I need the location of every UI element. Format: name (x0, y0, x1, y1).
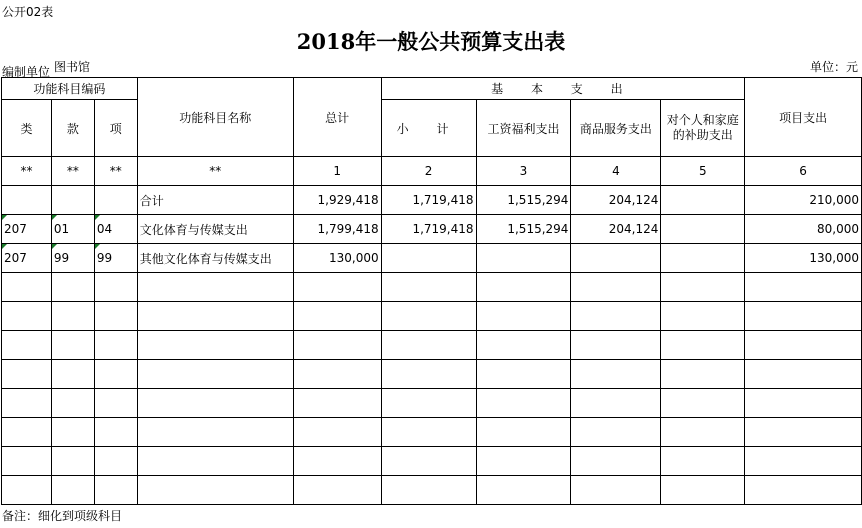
empty-cell[interactable] (51, 418, 94, 447)
empty-cell[interactable] (745, 418, 862, 447)
header-salary: 工资福利支出 (476, 100, 571, 157)
cell-lei[interactable]: 207 (2, 215, 52, 244)
cell-subsidy[interactable] (661, 215, 745, 244)
cell-xiang[interactable]: 99 (94, 244, 137, 273)
empty-cell[interactable] (51, 331, 94, 360)
empty-cell[interactable] (661, 476, 745, 505)
cell-name[interactable]: 文化体育与传媒支出 (137, 215, 293, 244)
empty-cell[interactable] (745, 476, 862, 505)
empty-cell[interactable] (2, 302, 52, 331)
empty-cell[interactable] (571, 302, 661, 331)
cell-salary[interactable] (476, 244, 571, 273)
table-row (2, 244, 862, 273)
empty-cell[interactable] (745, 447, 862, 476)
empty-cell[interactable] (137, 360, 293, 389)
empty-cell[interactable] (476, 447, 571, 476)
empty-cell[interactable] (2, 273, 52, 302)
cell-subtotal[interactable] (381, 244, 476, 273)
unit-label: 编制单位 (2, 65, 51, 79)
header-subsidy: 对个人和家庭的补助支出 (661, 100, 745, 157)
empty-cell[interactable] (571, 418, 661, 447)
empty-cell[interactable] (137, 418, 293, 447)
header-basic-label: 基 本 支 出 (491, 82, 635, 96)
cell-total[interactable]: 1,799,418 (293, 215, 381, 244)
cell-subsidy[interactable] (661, 244, 745, 273)
empty-cell[interactable] (571, 360, 661, 389)
header-func-code: 功能科目编码 (2, 78, 138, 100)
unit-value: 图书馆 (54, 60, 91, 74)
index-cell: 5 (661, 157, 745, 186)
header-total: 总计 (293, 78, 381, 157)
index-cell: 4 (571, 157, 661, 186)
empty-cell[interactable] (571, 476, 661, 505)
empty-cell[interactable] (381, 418, 476, 447)
table-row (2, 186, 862, 215)
empty-cell[interactable] (51, 302, 94, 331)
empty-cell[interactable] (476, 273, 571, 302)
cell-subsidy[interactable] (661, 186, 745, 215)
index-cell: ** (2, 157, 52, 186)
index-cell: 6 (745, 157, 862, 186)
empty-cell[interactable] (381, 273, 476, 302)
empty-row (2, 447, 862, 476)
cell-project[interactable]: 210,000 (745, 186, 862, 215)
empty-cell[interactable] (51, 389, 94, 418)
header-kuan: 款 (51, 100, 94, 157)
cell-kuan[interactable]: 99 (51, 244, 94, 273)
empty-cell[interactable] (745, 389, 862, 418)
currency-label: 单位：元 (809, 60, 858, 74)
empty-cell[interactable] (94, 389, 137, 418)
empty-cell[interactable] (2, 447, 52, 476)
empty-row (2, 418, 862, 447)
header-goods: 商品服务支出 (571, 100, 661, 157)
cell-lei[interactable] (2, 186, 52, 215)
empty-cell[interactable] (381, 331, 476, 360)
header-basic (381, 78, 745, 100)
index-cell: ** (94, 157, 137, 186)
empty-cell[interactable] (137, 331, 293, 360)
empty-cell[interactable] (2, 360, 52, 389)
empty-cell[interactable] (2, 476, 52, 505)
empty-cell[interactable] (137, 447, 293, 476)
empty-cell[interactable] (293, 273, 381, 302)
cell-xiang[interactable]: 04 (94, 215, 137, 244)
empty-cell[interactable] (661, 418, 745, 447)
empty-cell[interactable] (381, 447, 476, 476)
empty-row (2, 360, 862, 389)
empty-cell[interactable] (2, 418, 52, 447)
cell-total[interactable]: 130,000 (293, 244, 381, 273)
empty-cell[interactable] (381, 476, 476, 505)
empty-row (2, 476, 862, 505)
empty-cell[interactable] (293, 476, 381, 505)
empty-cell[interactable] (571, 331, 661, 360)
empty-cell[interactable] (293, 389, 381, 418)
cell-lei[interactable]: 207 (2, 244, 52, 273)
empty-cell[interactable] (571, 447, 661, 476)
empty-cell[interactable] (137, 302, 293, 331)
cell-goods[interactable]: 204,124 (571, 215, 661, 244)
cell-subtotal[interactable]: 1,719,418 (381, 215, 476, 244)
empty-cell[interactable] (137, 389, 293, 418)
header-subtotal (381, 100, 476, 157)
empty-cell[interactable] (2, 389, 52, 418)
header-project: 项目支出 (745, 78, 862, 157)
cell-project[interactable]: 80,000 (745, 215, 862, 244)
index-cell: 2 (381, 157, 476, 186)
cell-project[interactable]: 130,000 (745, 244, 862, 273)
cell-xiang[interactable] (94, 186, 137, 215)
empty-cell[interactable] (661, 273, 745, 302)
empty-cell[interactable] (476, 331, 571, 360)
empty-cell[interactable] (293, 447, 381, 476)
empty-cell[interactable] (293, 331, 381, 360)
cell-kuan[interactable]: 01 (51, 215, 94, 244)
empty-cell[interactable] (94, 360, 137, 389)
cell-name[interactable]: 合计 (137, 186, 293, 215)
index-cell: ** (137, 157, 293, 186)
empty-cell[interactable] (94, 302, 137, 331)
empty-cell[interactable] (745, 302, 862, 331)
budget-table (1, 77, 862, 505)
empty-cell[interactable] (661, 447, 745, 476)
empty-cell[interactable] (476, 476, 571, 505)
empty-cell[interactable] (51, 360, 94, 389)
empty-cell[interactable] (661, 302, 745, 331)
empty-cell[interactable] (381, 302, 476, 331)
empty-cell[interactable] (661, 389, 745, 418)
empty-cell[interactable] (137, 476, 293, 505)
empty-cell[interactable] (2, 331, 52, 360)
empty-cell[interactable] (661, 360, 745, 389)
empty-cell[interactable] (293, 418, 381, 447)
index-row (2, 157, 862, 186)
cell-name[interactable]: 其他文化体育与传媒支出 (137, 244, 293, 273)
empty-cell[interactable] (476, 418, 571, 447)
empty-cell[interactable] (381, 389, 476, 418)
cell-subtotal[interactable]: 1,719,418 (381, 186, 476, 215)
empty-cell[interactable] (476, 360, 571, 389)
index-cell: 1 (293, 157, 381, 186)
empty-cell[interactable] (51, 447, 94, 476)
table-row (2, 215, 862, 244)
header-xiang: 项 (94, 100, 137, 157)
empty-cell[interactable] (745, 331, 862, 360)
empty-cell[interactable] (476, 302, 571, 331)
cell-salary[interactable]: 1,515,294 (476, 186, 571, 215)
cell-salary[interactable]: 1,515,294 (476, 215, 571, 244)
empty-cell[interactable] (571, 273, 661, 302)
empty-cell[interactable] (745, 360, 862, 389)
cell-goods[interactable]: 204,124 (571, 186, 661, 215)
empty-cell[interactable] (571, 389, 661, 418)
header-subtotal-label: 小 计 (396, 121, 461, 136)
empty-cell[interactable] (94, 447, 137, 476)
cell-kuan[interactable] (51, 186, 94, 215)
cell-goods[interactable] (571, 244, 661, 273)
empty-row (2, 302, 862, 331)
footnote: 备注：细化到项级科目 (2, 509, 123, 523)
index-cell: ** (51, 157, 94, 186)
empty-row (2, 389, 862, 418)
cell-total[interactable]: 1,929,418 (293, 186, 381, 215)
empty-cell[interactable] (94, 476, 137, 505)
form-code: 公开02表 (2, 5, 54, 19)
header-lei: 类 (2, 100, 52, 157)
header-func-name: 功能科目名称 (137, 78, 293, 157)
empty-cell[interactable] (51, 476, 94, 505)
empty-cell[interactable] (476, 389, 571, 418)
empty-cell[interactable] (94, 418, 137, 447)
empty-cell[interactable] (293, 360, 381, 389)
empty-cell[interactable] (745, 273, 862, 302)
empty-cell[interactable] (293, 302, 381, 331)
empty-cell[interactable] (94, 331, 137, 360)
empty-row (2, 331, 862, 360)
empty-rows (2, 273, 862, 505)
empty-row (2, 273, 862, 302)
empty-cell[interactable] (381, 360, 476, 389)
empty-cell[interactable] (51, 273, 94, 302)
empty-cell[interactable] (661, 331, 745, 360)
index-cell: 3 (476, 157, 571, 186)
page-title: 2018年一般公共预算支出表 (296, 29, 566, 54)
empty-cell[interactable] (94, 273, 137, 302)
empty-cell[interactable] (137, 273, 293, 302)
